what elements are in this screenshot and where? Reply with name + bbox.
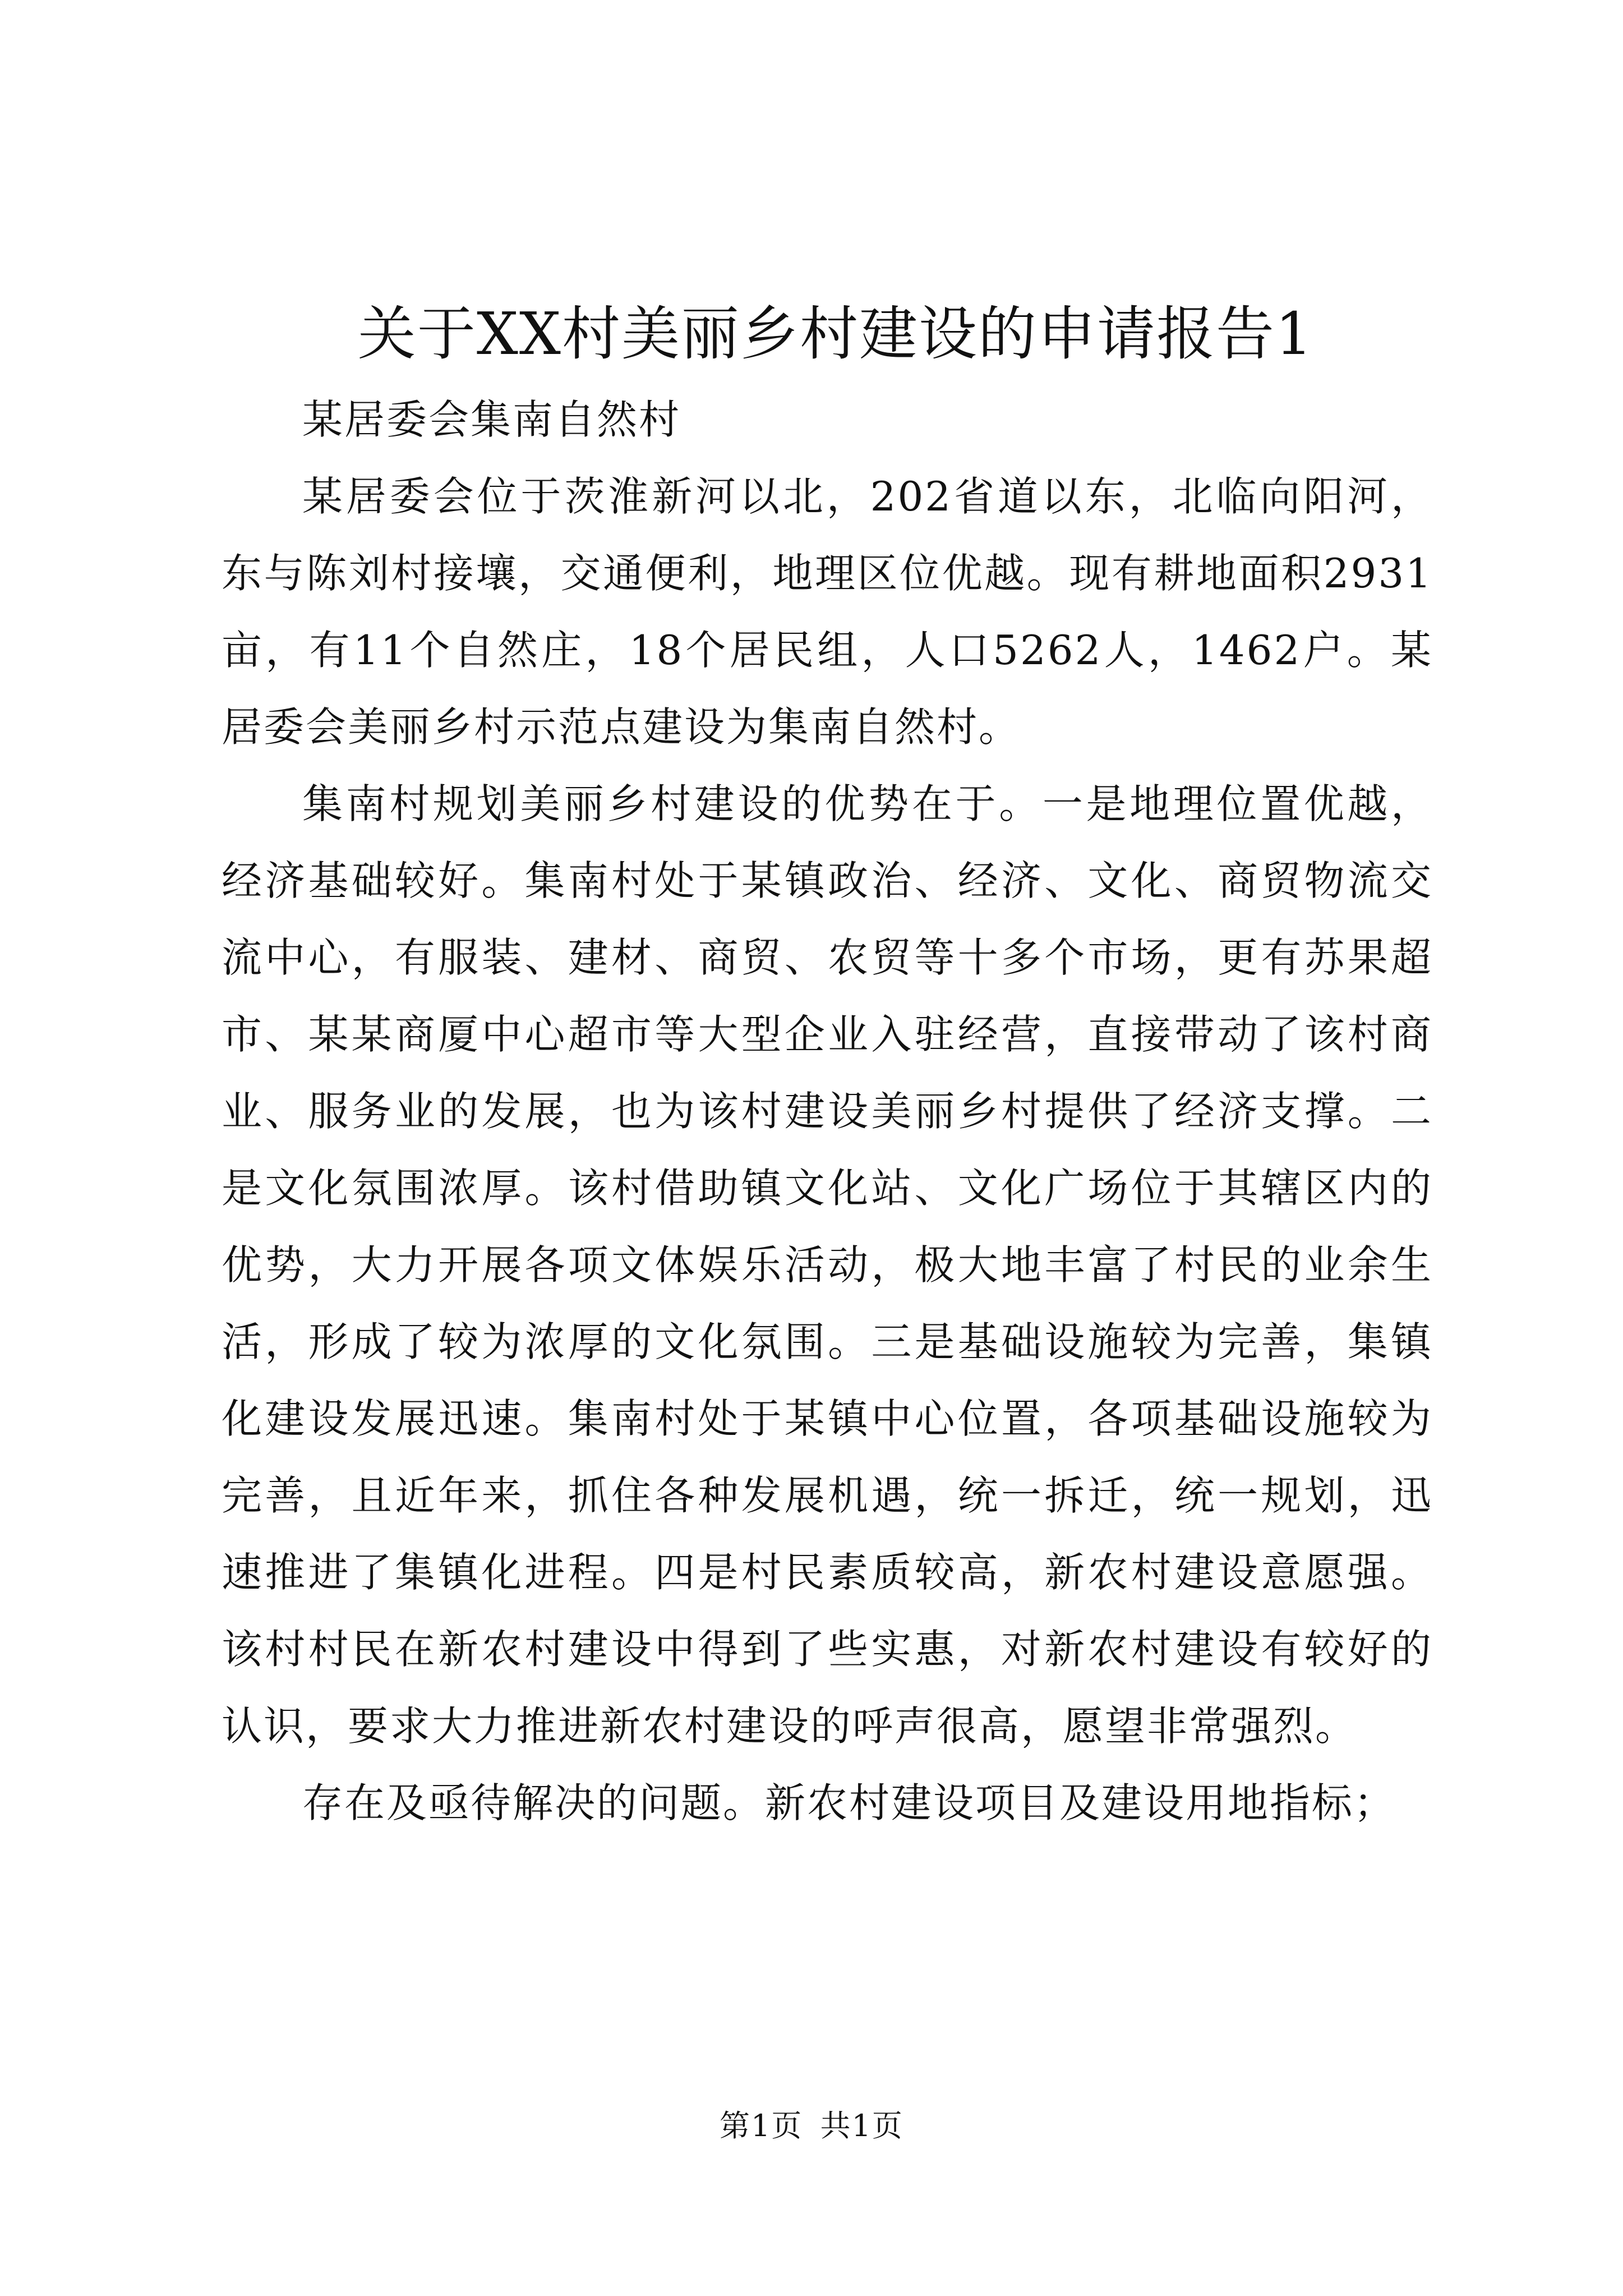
paragraph-problems: 存在及亟待解决的问题。新农村建设项目及建设用地指标； (302, 1779, 1396, 1826)
paragraph-overview: 某居委会位于茨淮新河以北，202省道以东，北临向阳河，东与陈刘村接壤，交通便利，地理区位优越。现有耕地面积2931亩，有11个自然庄，18个居民组，人口5262人，1462户。某居委会美丽乡村示范点建设为集南自然村。 (222, 473, 1433, 751)
page-total: 共1页 (820, 2108, 903, 2143)
paragraph-advantages: 集南村规划美丽乡村建设的优势在于。一是地理位置优越，经济基础较好。集南村处于某镇政治、经济、文化、商贸物流交流中心，有服装、建材、商贸、农贸等十多个市场，更有苏果超市、某某商厦中心超市等大型企业入驻经营，直接带动了该村商业、服务业的发展，也为该村建设美丽乡村提供了经济支撑。二是文化氛围浓厚。该村借助镇文化站、文化广场位于其辖区内的优势，大力开展各项文体娱乐活动，极大地丰富了村民的业余生活，形成了较为浓厚的文化氛围。三是基础设施较为完善，集镇化建设发展迅速。集南村处于某镇中心位置，各项基础设施较为完善，且近年来，抓住各种发展机遇，统一拆迁，统一规划，迅速推进了集镇化进程。四是村民素质较高，新农村建设意愿强。该村村民在新农村建设中得到了些实惠，对新农村建设有较好的认识，要求大力推进新农村建设的呼声很高，愿望非常强烈。 (222, 780, 1433, 1750)
paragraph-location: 某居委会集南自然村 (302, 396, 681, 443)
page-number: 第1页 (720, 2108, 803, 2143)
page-footer (0, 2106, 1623, 2146)
document-title: 关于XX村美丽乡村建设的申请报告1 (357, 300, 1314, 368)
document-body (222, 292, 1433, 1842)
